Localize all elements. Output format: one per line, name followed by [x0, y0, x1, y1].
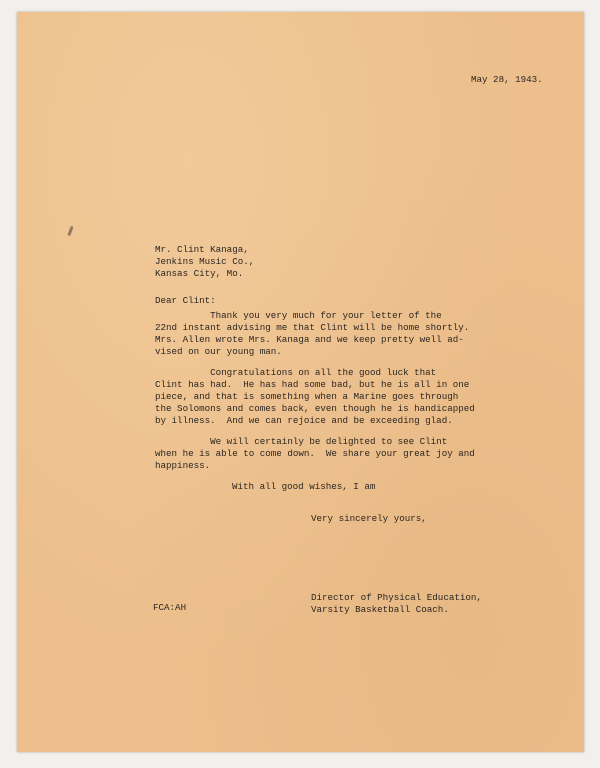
paragraph-2-line-5: by illness. And we can rejoice and be exceeding glad.	[155, 415, 453, 426]
paragraph-1-line-1: Thank you very much for your letter of the	[155, 310, 442, 321]
signature-title-line-1: Director of Physical Education,	[311, 592, 482, 603]
address-line-city: Kansas City, Mo.	[155, 268, 244, 279]
paragraph-2-line-3: piece, and that is something when a Marine goes through	[155, 391, 459, 402]
initials: FCA:AH	[153, 602, 187, 613]
paragraph-2-line-1: Congratulations on all the good luck that	[155, 367, 437, 378]
paragraph-3-line-2: when he is able to come down. We share your great joy and	[155, 448, 475, 459]
paragraph-1-line-2: 22nd instant advising me that Clint will be home shortly.	[155, 322, 470, 333]
paragraph-1-line-4: vised on our young man.	[155, 346, 282, 357]
paragraph-1-line-3: Mrs. Allen wrote Mrs. Kanaga and we keep pretty well ad-	[155, 334, 464, 345]
paragraph-2-line-4: the Solomons and comes back, even though he is handicapped	[155, 403, 475, 414]
complimentary-close: Very sincerely yours,	[311, 513, 427, 524]
signature-title-line-2: Varsity Basketball Coach.	[311, 604, 449, 615]
paragraph-3-line-3: happiness.	[155, 460, 211, 471]
letter-page	[17, 12, 584, 752]
paragraph-2-line-2: Clint has had. He has had some bad, but he is all in one	[155, 379, 470, 390]
paragraph-3-line-1: We will certainly be delighted to see Clint	[155, 436, 448, 447]
ink-speck	[67, 226, 73, 236]
letter-date: May 28, 1943.	[471, 74, 543, 85]
address-line-name: Mr. Clint Kanaga,	[155, 244, 249, 255]
salutation: Dear Clint:	[155, 295, 216, 306]
closing-wish: With all good wishes, I am	[232, 481, 376, 492]
address-line-company: Jenkins Music Co.,	[155, 256, 255, 267]
